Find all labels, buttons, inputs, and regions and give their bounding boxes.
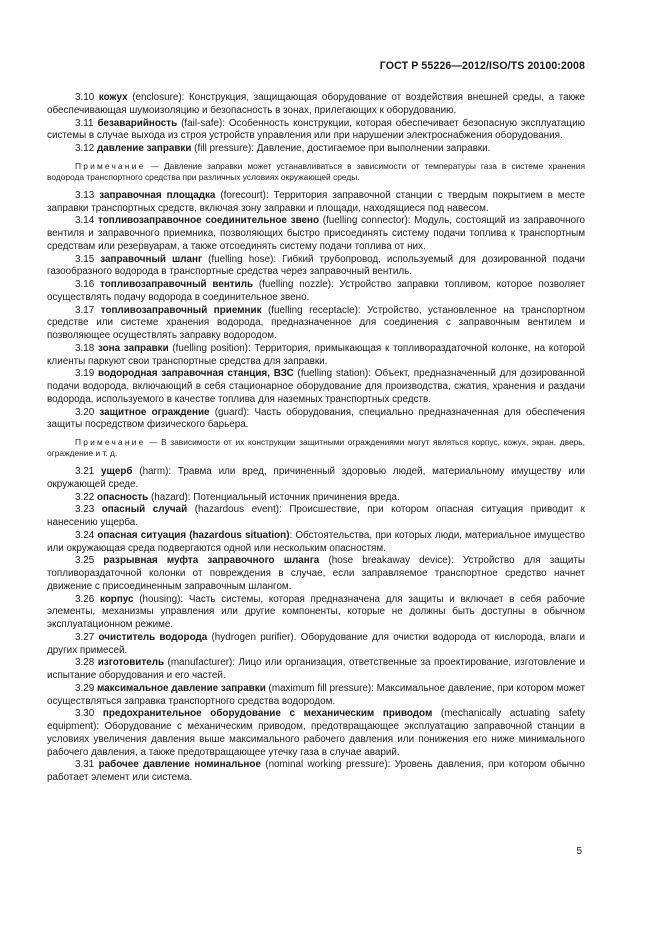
note-entry: Примечание — Давление заправки может устанавливаться в зависимости от температуры газа в системе хранения водорода транспортного средства при различных условиях окружающей среды. bbox=[47, 160, 585, 182]
note-entry: Примечание — В зависимости от их конструкции защитными ограждениями могут являться корпус, кожух, экран, дверь, ограждение и т. д. bbox=[47, 437, 585, 458]
term-entry: 3.19 водородная заправочная станция, ВЗС (fuelling station): Объект, предназначенный для дозированной подачи водорода, включающий в себя стационарное оборудование для производства, сжатия, хранения и раздачи водорода, используемого в качестве топлива для наземных транспортных средств. bbox=[47, 368, 586, 405]
term-entry: 3.25 разрывная муфта заправочного шланга (hose breakaway device): Устройство для защиты топливораздаточной колонки от повреждения в случае, если заправляемое транспортное средство начнет движение с присоединенным заправочным шлангом. bbox=[47, 555, 585, 592]
document-header: ГОСТ Р 55226—2012/ISO/TS 20100:2008 bbox=[379, 60, 585, 72]
term-entry: 3.11 безаварийность (fail-safe): Особенность конструкции, которая обеспечивает безопасную эксплуатацию системы в случае выхода из строя устройств управления или при нарушении электроснабжения оборудования. bbox=[47, 117, 585, 142]
page-number: 5 bbox=[576, 846, 582, 857]
term-entry: 3.20 защитное ограждение (guard): Часть оборудования, специально предназначенная для обеспечения защиты посредством физического барьера. bbox=[47, 406, 585, 431]
term-entry: 3.23 опасный случай (hazardous event): Происшествие, при котором опасная ситуация приводит к нанесению ущерба. bbox=[47, 504, 585, 528]
term-entry: 3.15 заправочный шланг (fuelling hose): Гибкий трубопровод, используемый для дозированной подачи газообразного водорода в транспортные средства через заправочный вентиль. bbox=[47, 253, 585, 278]
term-entry: 3.31 рабочее давление номинальное (nominal working pressure): Уровень давления, при котором обычно работает элемент или система. bbox=[47, 759, 585, 783]
term-entry: 3.21 ущерб (harm): Травма или вред, причиненный здоровью людей, материальному имуществу или окружающей среде. bbox=[47, 466, 585, 490]
definitions-body bbox=[47, 92, 585, 785]
term-entry: 3.16 топливозаправочный вентиль (fuelling nozzle): Устройство заправки топливом, которое позволяет осуществлять подачу водорода в соединительное звено. bbox=[47, 279, 586, 303]
term-entry: 3.12 давление заправки (fill pressure): Давление, достигаемое при выполнении заправки. bbox=[75, 143, 491, 154]
term-entry: 3.22 опасность (hazard): Потенциальный источник причинения вреда. bbox=[75, 491, 400, 503]
term-entry: 3.13 заправочная площадка (forecourt): Территория заправочной станции с твердым покрытием в месте заправки транспортных средств, включая зону заправки и площади, находящиеся под навесом. bbox=[47, 189, 586, 214]
term-entry: 3.18 зона заправки (fuelling position): Территория, примыкающая к топливораздаточной колонке, на которой клиенты паркуют свои транспортные средства для заправки. bbox=[47, 342, 585, 367]
term-entry: 3.28 изготовитель (manufacturer): Лицо или организация, ответственные за проектирование, изготовление и испытание оборудования и его частей. bbox=[47, 657, 585, 681]
term-entry: 3.10 кожух (enclosure): Конструкция, защищающая оборудование от воздействия внешней среды, а также обеспечивающая шумоизоляцию и безопасность в зонах, прилегающих к оборудованию. bbox=[47, 92, 585, 116]
term-entry: 3.26 корпус (housing): Часть системы, которая предназначена для защиты и включает в себя рабочие элементы, механизмы управления или другие компоненты, которые не должны быть доступны в обычном эксплуатационном режиме. bbox=[47, 593, 585, 630]
term-entry: 3.30 предохранительное оборудование с механическим приводом (mechanically actuating safety equipment): Оборудование с механическим приводом, предотвращающее эксплуатацию заправочной станции в условиях увеличения давления выше максимального рабочего давления или понижения его ниже минимального рабочего давления, а также предотвращающее утечку газа в случае аварий. bbox=[47, 708, 585, 758]
term-entry: 3.29 максимальное давление заправки (maximum fill pressure): Максимальное давление, при котором может осуществляться заправка транспортного средства водородом. bbox=[47, 682, 585, 707]
term-entry: 3.17 топливозаправочный приемник (fuelling receptacle): Устройство, установленное на транспортном средстве или системе хранения водорода, предназначенное для соединения с заправочным вентилем и позволяющее осуществлять заправку водородом. bbox=[47, 304, 586, 341]
term-entry: 3.27 очиститель водорода (hydrogen purifier). Оборудование для очистки водорода от кислорода, влаги и других примесей. bbox=[47, 631, 585, 656]
term-entry: 3.24 опасная ситуация (hazardous situation): Обстоятельства, при которых люди, материальное имущество или окружающая среда подвергаются одной или нескольким опасностям. bbox=[47, 529, 585, 554]
term-entry: 3.14 топливозаправочное соединительное звено (fuelling connector): Модуль, состоящий из заправочного вентиля и заправочного приемника, позволяющих быстро присоединять систему подачи топлива к транспортным средствам или резервуарам, а также отсоединять систему подачи топлива от них. bbox=[47, 215, 585, 252]
